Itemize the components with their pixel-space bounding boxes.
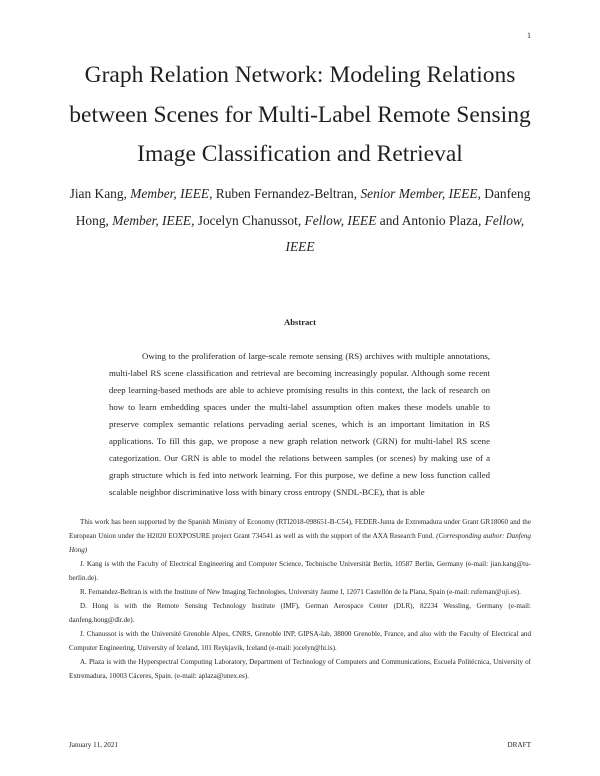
affiliation-footnote: J. Kang is with the Faculty of Electrical Engineering and Computer Science, Technische Universität Berlin, 10587 Berlin, Germany (e-mail: jian.kang@tu-berlin.de). — [69, 560, 531, 582]
footer-draft-label: DRAFT — [507, 741, 531, 749]
author-role: Member, IEEE — [112, 212, 192, 228]
author-name: Danfeng Hong — [75, 186, 531, 228]
author-role: Fellow, IEEE — [285, 212, 525, 254]
corresponding-author: (Corresponding author: Danfeng Hong) — [69, 532, 531, 554]
author-name: Jocelyn Chanussot — [197, 212, 298, 228]
author-name: Jian Kang — [69, 186, 124, 201]
author-role: Member, IEEE — [130, 186, 210, 201]
author-name: Antonio Plaza — [401, 212, 478, 228]
paper-title: Graph Relation Network: Modeling Relations between Scenes for Multi-Label Remote Sensing Image Classification and Retrieval — [69, 62, 531, 167]
abstract-heading: Abstract — [284, 317, 316, 327]
funding-text: This work has been supported by the Spanish Ministry of Economy (RTI2018-098651-B-C54), FEDER-Junta de Extremadura under Grant GR18060 and the European Union under the H2020 EOXPOSURE project Grant 734541 as well as with the support of the AXA Research Fund. — [69, 518, 531, 540]
footnotes — [69, 515, 531, 683]
author-name: Ruben Fernandez-Beltran — [215, 186, 354, 201]
affiliation-footnote: J. Chanussot is with the Université Grenoble Alpes, CNRS, Grenoble INP, GIPSA-lab, 38000 Grenoble, France, and also with the Faculty of Electrical and Computer Engineering, University of Iceland, 101 Reykjavik, Iceland (e-mail: jocelyn@hi.is). — [69, 630, 531, 652]
affiliation-footnote: R. Fernandez-Beltran is with the Institute of New Imaging Technologies, University Jaume I, 12071 Castellón de la Plana, Spain (e-mail: rufernan@uji.es). — [80, 588, 521, 596]
abstract-body: Owing to the proliferation of large-scale remote sensing (RS) archives with multiple annotations, multi-label RS scene classification and retrieval are becoming increasingly popular. Although some recent deep learning-based methods are able to achieve promising results in this context, the lack of research on how to learn embedding spaces under the multi-label assumption often makes these models unable to preserve complex semantic relations pervading aerial scenes, which is an important limitation in RS applications. To fill this gap, we propose a new graph relation network (GRN) for multi-label RS scene categorization. Our GRN is able to model the relations between samples (or scenes) by making use of a graph structure which is fed into network learning. For this purpose, we define a new loss function called scalable neighbor discriminative loss with binary cross entropy (SNDL-BCE), that is able — [109, 351, 490, 497]
page-number: 1 — [527, 31, 531, 40]
author-role: Senior Member, IEEE — [360, 186, 478, 201]
funding-footnote — [69, 515, 531, 557]
footer-date: January 11, 2021 — [69, 741, 119, 749]
affiliation-footnote: A. Plaza is with the Hyperspectral Computing Laboratory, Department of Technology of Computers and Communications, Escuela Politécnica, University of Extremadura, 10003 Cáceres, Spain. (e-mail: aplaza@unex.es). — [69, 658, 531, 680]
author-role: Fellow, IEEE — [304, 212, 377, 228]
affiliation-footnote: D. Hong is with the Remote Sensing Technology Institute (IMF), German Aerospace Center (DLR), 82234 Wessling, Germany (e-mail: danfeng.hong@dlr.de). — [69, 602, 531, 624]
author-list: Jian Kang, Member, IEEE, Ruben Fernandez-Beltran, Senior Member, IEEE, Danfeng Hong, Member, IEEE, Jocelyn Chanussot, Fellow, IEEE and Antonio Plaza, Fellow, IEEE — [69, 186, 531, 254]
